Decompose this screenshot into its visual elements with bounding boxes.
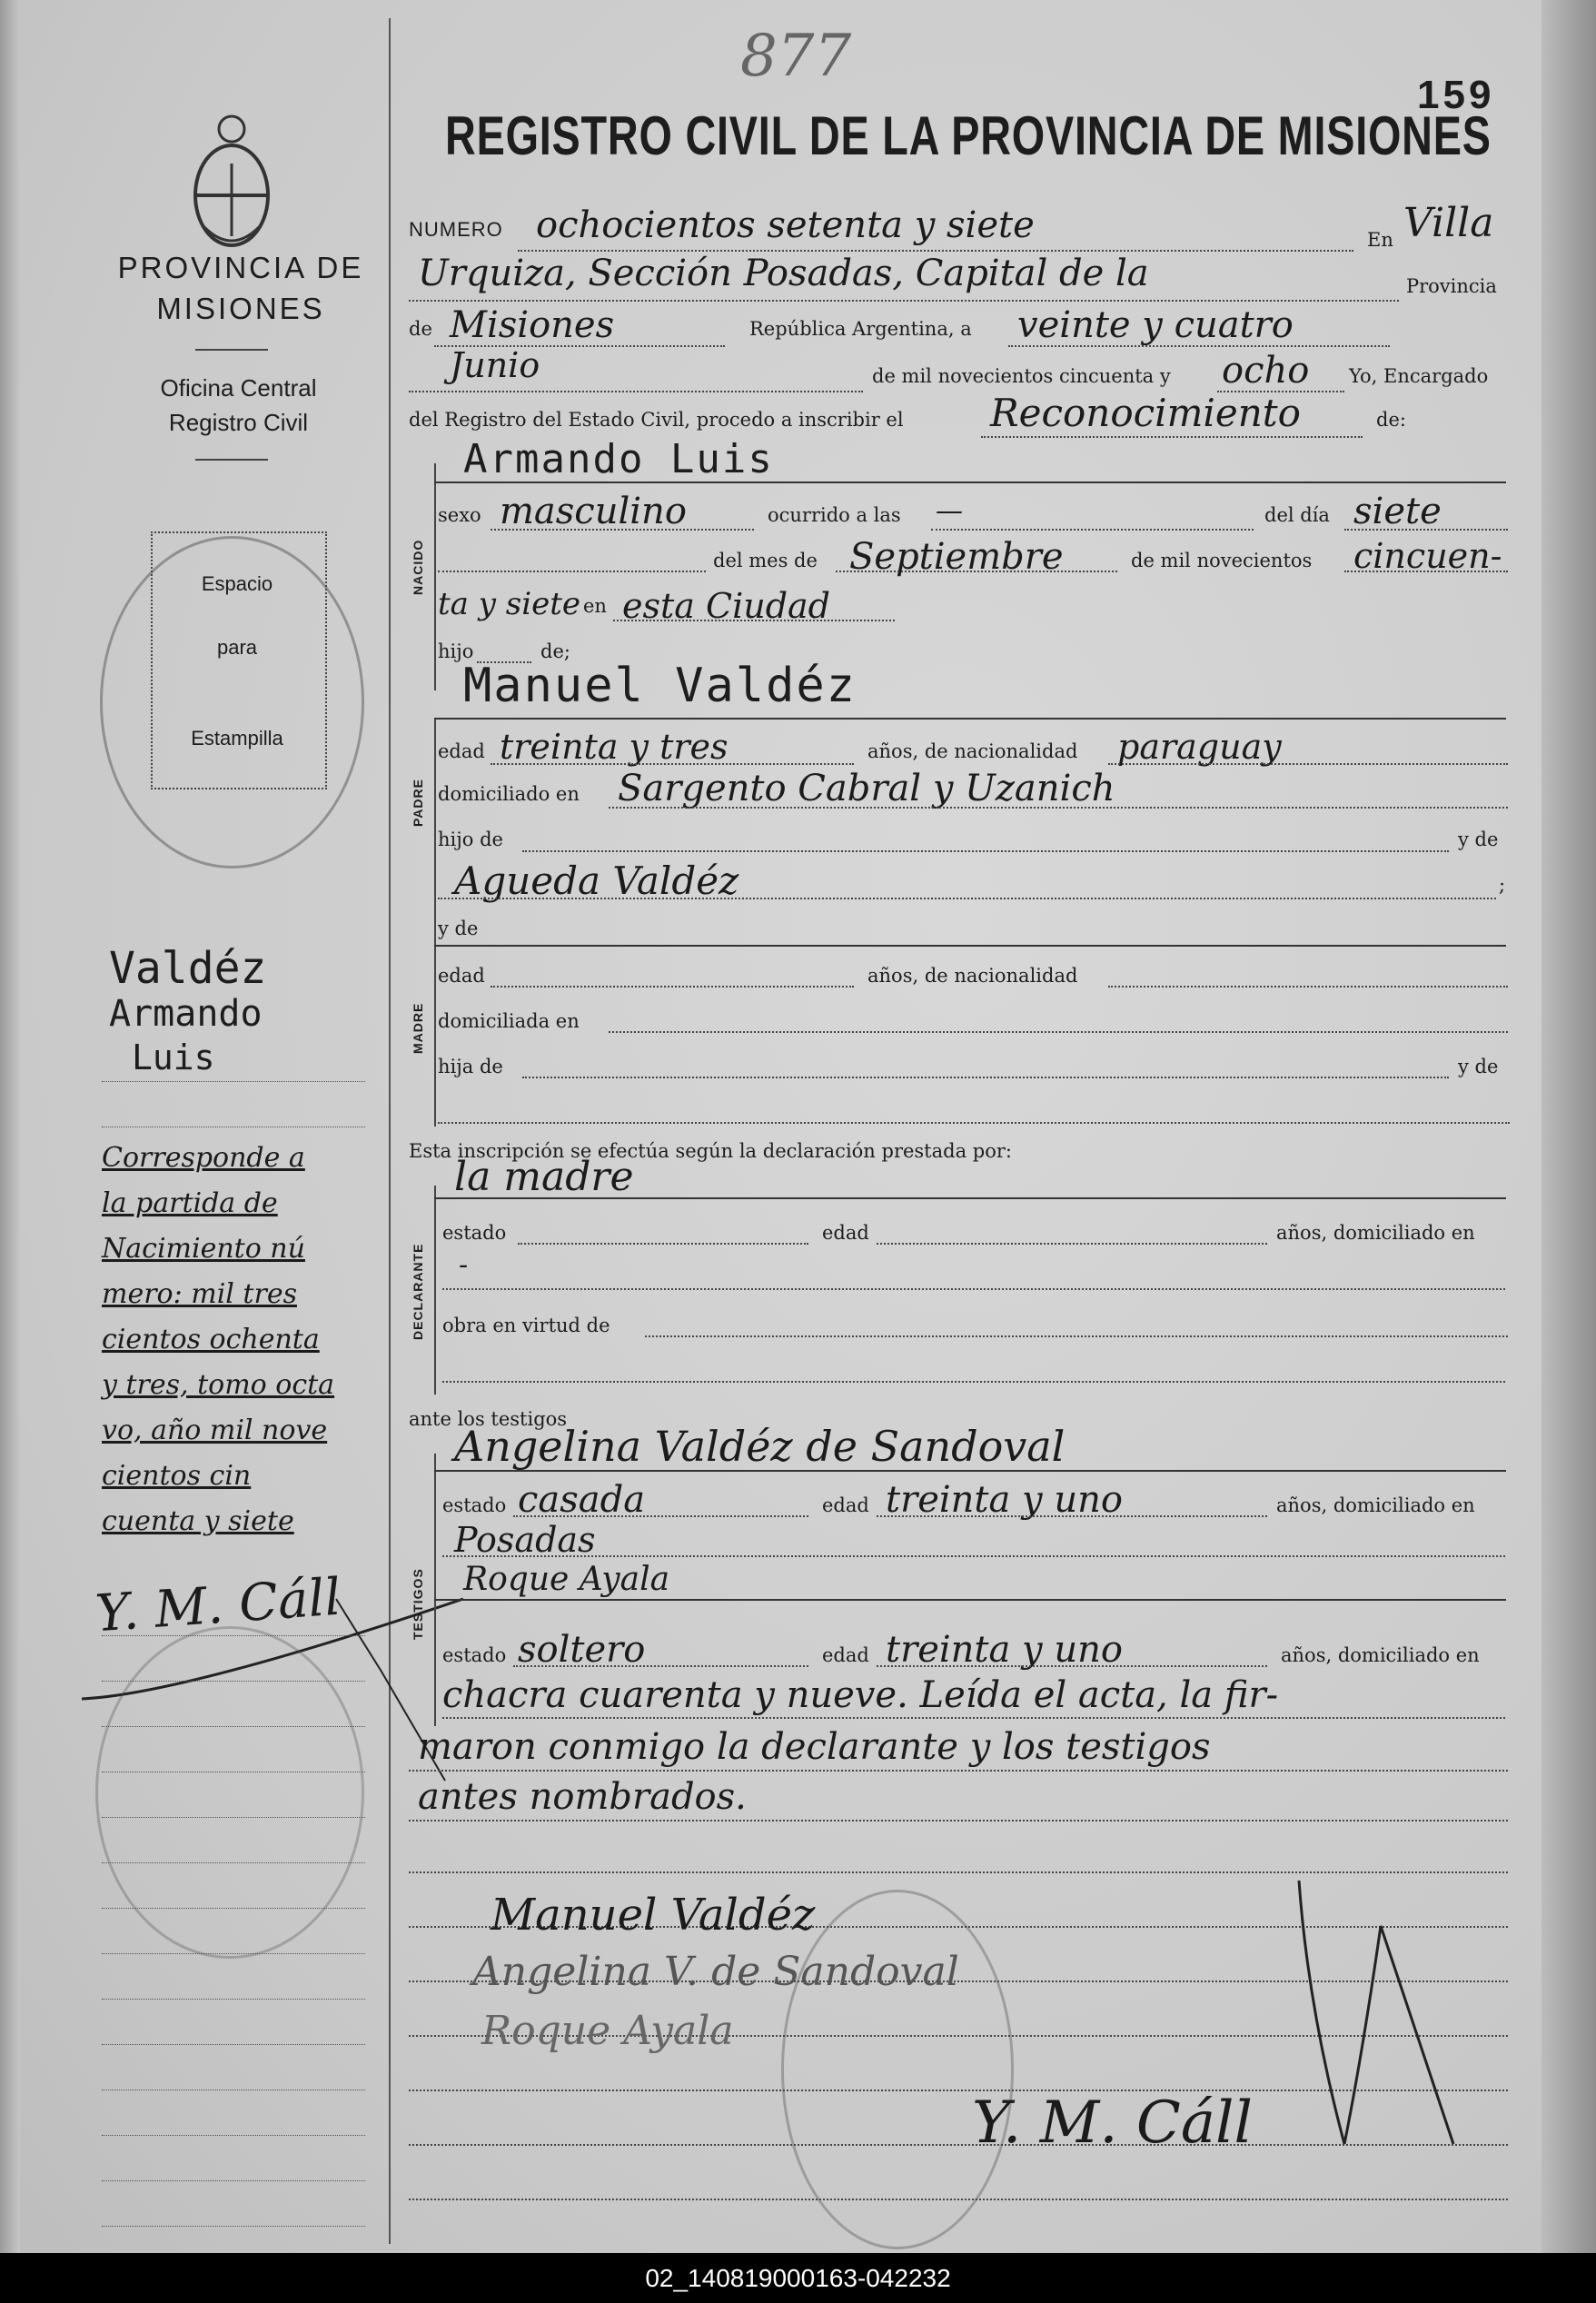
margin-note-line: cuenta y siete — [102, 1505, 294, 1537]
margin-note-line: cientos ochenta — [102, 1324, 320, 1355]
t1-estado-label: estado — [442, 1494, 507, 1516]
declarante-line — [434, 1197, 1506, 1199]
padre-edad-value: treinta y tres — [500, 727, 729, 767]
official-seal-3 — [781, 1890, 1014, 2249]
signature-4: Y. M. Cáll — [972, 2090, 1253, 2157]
testigo2-dom: chacra cuarenta y nueve. Leída el acta, la fir- — [442, 1674, 1279, 1716]
padre-dom-line — [609, 807, 1508, 809]
month-line — [409, 391, 863, 392]
padre-semicolon: ; — [1499, 874, 1506, 896]
padre-madre-value: Agueda Valdéz — [454, 859, 739, 903]
madre-extra-line — [438, 1122, 1510, 1124]
lugar-value: esta Ciudad — [622, 586, 831, 626]
testigo1-dom: Posadas — [454, 1520, 596, 1560]
testigos-label: ante los testigos — [409, 1408, 568, 1430]
madre-name-line — [434, 945, 1506, 947]
hijo-label: hijo — [438, 640, 474, 662]
decl-dom-line — [442, 1288, 1505, 1290]
t1-dom-line — [442, 1555, 1505, 1557]
obra-label: obra en virtud de — [442, 1315, 610, 1336]
t1-edad-line — [877, 1515, 1267, 1517]
margin-rule — [102, 1681, 365, 1682]
coat-of-arms-icon — [186, 109, 277, 254]
margin-rule — [102, 2135, 365, 2136]
dia-value: siete — [1353, 491, 1442, 532]
provincia-label: Provincia — [1406, 275, 1497, 297]
signature-3: Roque Ayala — [481, 2008, 734, 2054]
t1-dom-label: años, domiciliado en — [1276, 1494, 1475, 1516]
madre-edad-label: edad — [438, 965, 485, 987]
document-title: REGISTRO CIVIL DE LA PROVINCIA DE MISIONES — [445, 105, 1492, 166]
numero-value: ochocientos setenta y siete — [536, 204, 1035, 246]
madre-y-de-label-2: y de — [1458, 1056, 1499, 1077]
closing-line-1: maron conmigo la declarante y los testigos — [418, 1726, 1211, 1768]
padre-dom-value: Sargento Cabral y Uzanich — [618, 768, 1115, 809]
en-label-2: en — [583, 595, 607, 617]
decl-estado-label: estado — [442, 1222, 507, 1244]
margin-rule — [102, 1862, 365, 1863]
testigo1-estado: casada — [518, 1479, 646, 1521]
registro-label: del Registro del Estado Civil, procedo a inscribir el — [409, 409, 904, 431]
signature-2: Angelina V. de Sandoval — [472, 1949, 959, 1995]
hijo-suffix: de; — [540, 640, 570, 662]
hora-line-2 — [438, 571, 706, 572]
anio-value-1: cincuen- — [1353, 536, 1502, 576]
anio-value-2: ta y siete — [438, 586, 580, 622]
padre-bracket — [434, 718, 436, 918]
dia-line — [1344, 529, 1508, 531]
office-line-1: Oficina Central — [160, 374, 317, 402]
madre-nac-line — [1108, 986, 1508, 988]
month-value: Junio — [450, 345, 540, 385]
padre-hijo-de-label: hijo de — [438, 829, 503, 850]
stamp-box-line-2: para — [216, 636, 258, 659]
testigo2-name-line — [434, 1599, 1506, 1601]
padre-hijo-de-line — [522, 850, 1449, 852]
margin-note-line: cientos cin — [102, 1460, 252, 1492]
margin-rule — [102, 2044, 365, 2045]
testigo1-name-line — [434, 1470, 1506, 1472]
hora-line — [931, 529, 1254, 531]
t2-dom-line — [442, 1717, 1505, 1719]
decl-dash: - — [459, 1249, 469, 1281]
decl-edad-label: edad — [822, 1222, 869, 1244]
nacido-tag: NACIDO — [411, 539, 425, 595]
padre-dom-label: domiciliado en — [438, 783, 580, 805]
province-value: Misiones — [450, 304, 615, 346]
madre-dom-label: domiciliada en — [438, 1010, 580, 1032]
margin-rule — [102, 1081, 365, 1082]
left-rule-2 — [195, 459, 268, 461]
obra-line-2 — [442, 1381, 1505, 1383]
padre-nac-value: paraguay — [1117, 727, 1282, 767]
anio-line — [1344, 571, 1508, 572]
t2-estado-line — [513, 1665, 808, 1667]
numero-line — [518, 250, 1353, 252]
madre-y-de-label: y de — [438, 918, 479, 939]
margin-note-line: vo, año mil nove — [102, 1415, 328, 1446]
madre-anios-label: años, de nacionalidad — [867, 965, 1078, 987]
t2-estado-label: estado — [442, 1644, 507, 1666]
child-name-line — [434, 481, 1506, 483]
testigos-bracket — [434, 1454, 436, 1726]
madre-tag: MADRE — [411, 1002, 425, 1054]
margin-note-line: mero: mil tres — [102, 1278, 297, 1310]
t2-edad-label: edad — [822, 1644, 869, 1666]
testigo1-name: Angelina Valdéz de Sandoval — [454, 1422, 1066, 1471]
margin-name-line-1: Valdéz — [109, 943, 267, 994]
act-de-label: de: — [1376, 409, 1406, 431]
province-name: PROVINCIA DE MISIONES — [117, 251, 364, 325]
signature-1: Manuel Valdéz — [491, 1890, 816, 1941]
margin-note-line: Nacimiento nú — [102, 1233, 305, 1265]
testigo1-edad: treinta y uno — [886, 1479, 1123, 1521]
margin-rule — [102, 1635, 365, 1636]
hora-value: — — [936, 495, 963, 527]
mes-line — [836, 571, 1117, 572]
margin-note-line: la partida de — [102, 1187, 278, 1219]
day-value: veinte y cuatro — [1017, 304, 1294, 346]
yo-label: Yo, Encargado — [1349, 365, 1489, 387]
del-mes-label: del mes de — [713, 550, 818, 571]
t1-edad-label: edad — [822, 1494, 869, 1516]
left-rule-1 — [195, 349, 268, 351]
padre-name: Manuel Valdéz — [463, 659, 857, 713]
margin-note-line: y tres, tomo octa — [102, 1369, 335, 1401]
sexo-line — [491, 529, 754, 531]
margin-note-line: Corresponde a — [102, 1142, 305, 1174]
decl-edad-line — [877, 1243, 1267, 1245]
margin-rule — [102, 2226, 365, 2227]
declarante-tag: DECLARANTE — [411, 1243, 425, 1340]
decl-dom-label: años, domiciliado en — [1276, 1222, 1475, 1244]
act-line — [981, 436, 1363, 438]
margin-name-line-2: Armando — [109, 993, 263, 1035]
madre-bracket — [434, 918, 436, 1127]
margin-rule — [102, 1817, 365, 1818]
madre-hija-de-line — [522, 1077, 1449, 1078]
testigo2-name: Roque Ayala — [463, 1561, 670, 1598]
margin-rule — [102, 1908, 365, 1909]
act-value: Reconocimiento — [990, 391, 1301, 435]
t2-edad-line — [877, 1665, 1267, 1667]
year-value: ocho — [1222, 350, 1310, 392]
sexo-value: masculino — [500, 491, 687, 532]
testigo2-edad: treinta y uno — [886, 1629, 1123, 1671]
margin-rule — [102, 1726, 365, 1727]
closing-line-2: antes nombrados. — [418, 1776, 747, 1818]
en-value: Villa — [1403, 200, 1494, 246]
closing-line-2-rule — [409, 1820, 1508, 1822]
mes-value: Septiembre — [849, 536, 1064, 578]
mil-novecientos-label: de mil novecientos — [1131, 550, 1313, 571]
inscripcion-label: Esta inscripción se efectúa según la declaración prestada por: — [409, 1140, 1012, 1162]
republica-label: República Argentina, a — [749, 318, 972, 340]
sexo-label: sexo — [438, 504, 481, 526]
padre-madre-line — [438, 898, 1496, 899]
testigo2-estado: soltero — [518, 1629, 646, 1671]
margin-rule — [102, 1999, 365, 2000]
column-divider — [389, 18, 391, 2244]
lugar-line — [613, 620, 895, 621]
office-line-2: Registro Civil — [168, 409, 309, 436]
de-label: de — [409, 318, 432, 340]
page-left-edge — [0, 0, 20, 2253]
declarante-bracket — [434, 1186, 436, 1395]
margin-name-line-3: Luis — [132, 1037, 215, 1077]
page-number: 159 — [1417, 73, 1495, 117]
day-line — [1008, 345, 1390, 347]
padre-name-line — [434, 718, 1506, 720]
padre-edad-label: edad — [438, 740, 485, 762]
t1-estado-line — [513, 1515, 808, 1517]
child-name: Armando Luis — [463, 436, 774, 482]
padre-edad-line — [491, 763, 854, 765]
image-id-footer: 02_140819000163-042232 — [0, 2253, 1596, 2303]
signature-stroke — [1181, 1871, 1490, 2180]
closing-line-1-rule — [409, 1770, 1508, 1772]
place-value: Urquiza, Sección Posadas, Capital de la — [418, 253, 1149, 294]
official-seal-2 — [95, 1626, 364, 1959]
place-line — [409, 300, 1399, 302]
declarante-value: la madre — [454, 1154, 634, 1200]
numero-label: NUMERO — [409, 218, 503, 241]
t2-dom-label: años, domiciliado en — [1281, 1644, 1480, 1666]
nacido-bracket — [434, 463, 436, 690]
year-label: de mil novecientos cincuenta y — [872, 365, 1171, 387]
margin-rule — [102, 2180, 365, 2181]
padre-nac-line — [1108, 763, 1508, 765]
margin-note — [102, 1136, 383, 1544]
stamp-box-line-1: Espacio — [201, 572, 273, 595]
ocurrido-label: ocurrido a las — [768, 504, 901, 526]
page-right-edge — [1541, 0, 1596, 2253]
padre-anios-label: años, de nacionalidad — [867, 740, 1078, 762]
obra-line — [645, 1335, 1508, 1337]
en-label: En — [1367, 229, 1393, 251]
madre-edad-line — [491, 986, 854, 988]
madre-hija-de-label: hija de — [438, 1056, 503, 1077]
padre-y-de-label: y de — [1458, 829, 1499, 850]
margin-signature: Y. M. Cáll — [94, 1567, 343, 1644]
folio-number: 877 — [740, 23, 852, 90]
stamp-box-line-3: Estampilla — [191, 727, 283, 749]
decl-estado-line — [518, 1243, 808, 1245]
testigos-tag: TESTIGOS — [411, 1568, 425, 1640]
del-dia-label: del día — [1264, 504, 1330, 526]
madre-dom-line — [609, 1031, 1508, 1033]
margin-rule — [102, 1953, 365, 1954]
padre-tag: PADRE — [411, 779, 425, 827]
